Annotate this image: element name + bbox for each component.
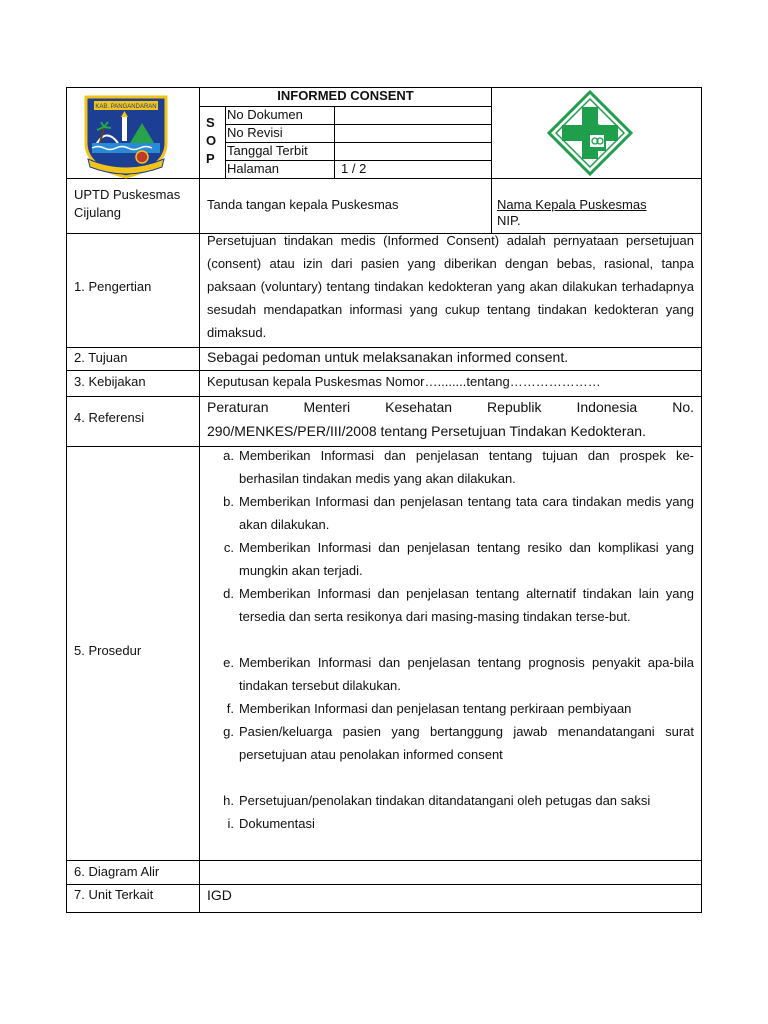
puskesmas-logo [546,89,634,177]
section-text-referensi-line2: 290/MENKES/PER/III/2008 tentang Persetujuan Tindakan Kedokteran. [207,423,646,439]
procedure-letter: a. [223,448,234,463]
procedure-letter: i. [227,816,234,831]
section-text-unit: IGD [207,887,232,903]
head-name: Nama Kepala Puskesmas [497,197,647,212]
section-text-referensi-line1: Peraturan Menteri Kesehatan Republik Indonesia No. [207,399,694,415]
procedure-item [212,536,694,582]
procedure-text: Memberikan Informasi dan penjelasan tentang perkiraan pembiyaan [239,701,632,716]
section-label-unit: 7. Unit Terkait [74,887,154,902]
procedure-item [212,812,694,835]
meta-label-no-revisi: No Revisi [227,125,283,140]
procedure-item [212,490,694,536]
procedure-item [212,444,694,490]
procedure-letter: g. [223,724,234,739]
procedure-letter: d. [223,586,234,601]
procedure-letter: h. [223,793,234,808]
procedure-text: Memberikan Informasi dan penjelasan tentang resiko dan komplikasi yang mungkin akan terjadi. [239,540,694,578]
grid-line [66,860,702,861]
procedure-text: Dokumentasi [239,816,315,831]
section-label-referensi: 4. Referensi [74,410,145,425]
procedure-text: Memberikan Informasi dan penjelasan tentang alternatif tindakan lain yang tersedia dan serta resikonya dari masing-masing tindakan terse-but. [239,586,694,624]
document-title: INFORMED CONSENT [277,88,414,103]
section-label-prosedur: 5. Prosedur [74,643,142,658]
logo-banner-text: KAB. PANGANDARAN [95,104,157,110]
regency-logo [82,93,170,179]
section-label-kebijakan: 3. Kebijakan [74,374,146,389]
sop-letter: O [206,133,217,148]
section-label-tujuan: 2. Tujuan [74,350,128,365]
grid-line [66,347,702,348]
procedure-item [212,651,694,697]
section-text-pengertian: Persetujuan tindakan medis (Informed Consent) adalah pernyataan persetujuan (consent) atau izin dari pasien yang diberikan dengan bebas, rasional, tanpa paksaan (voluntary) tentang tindakan kedokteran yang akan dilakukan terhadapnya sesudah mendapatkan informasi yang cukup tentang tindakan kedokteran yang dimaksud. [207,233,694,340]
sop-letter: P [206,151,215,166]
grid-line [66,370,702,371]
section-text-kebijakan: Keputusan kepala Puskesmas Nomor…........tentang………………… [207,374,601,389]
section-text-tujuan: Sebagai pedoman untuk melaksanakan informed consent. [207,349,569,365]
meta-label-halaman: Halaman [227,161,280,176]
sop-letter: S [206,115,215,130]
section-label-diagram: 6. Diagram Alir [74,864,160,879]
procedure-item [212,697,694,720]
grid-line [491,87,492,233]
head-nip: NIP. [497,213,521,228]
section-label-pengertian: 1. Pengertian [74,279,152,294]
signature-label: Tanda tangan kepala Puskesmas [207,197,399,212]
procedure-text: Persetujuan/penolakan tindakan ditandatangani oleh petugas dan saksi [239,793,651,808]
procedure-item [212,582,694,628]
meta-value-halaman: 1 / 2 [341,161,367,176]
procedure-letter: f. [226,701,234,716]
org-name: UPTD Puskesmas Cijulang [74,187,181,220]
procedure-item [212,789,694,812]
procedure-item [212,720,694,766]
grid-line [66,884,702,885]
grid-line [199,87,200,913]
procedure-text: Memberikan Informasi dan penjelasan tentang tujuan dan prospek ke-berhasilan tindakan medis yang akan dilakukan. [239,448,694,486]
procedure-text: Memberikan Informasi dan penjelasan tentang tata cara tindakan medis yang akan dilakukan. [239,494,694,532]
procedure-letter: e. [223,655,234,670]
meta-label-tanggal-terbit: Tanggal Terbit [227,143,308,158]
procedure-text: Pasien/keluarga pasien yang bertanggung jawab menandatangani surat persetujuan atau penolakan informed consent [239,724,694,762]
meta-label-no-dokumen: No Dokumen [227,107,303,122]
procedure-text: Memberikan Informasi dan penjelasan tentang prognosis penyakit apa-bila tindakan tersebut dilakukan. [239,655,694,693]
procedure-letter: b. [223,494,234,509]
procedure-letter: c. [223,540,234,555]
grid-line [66,396,702,397]
